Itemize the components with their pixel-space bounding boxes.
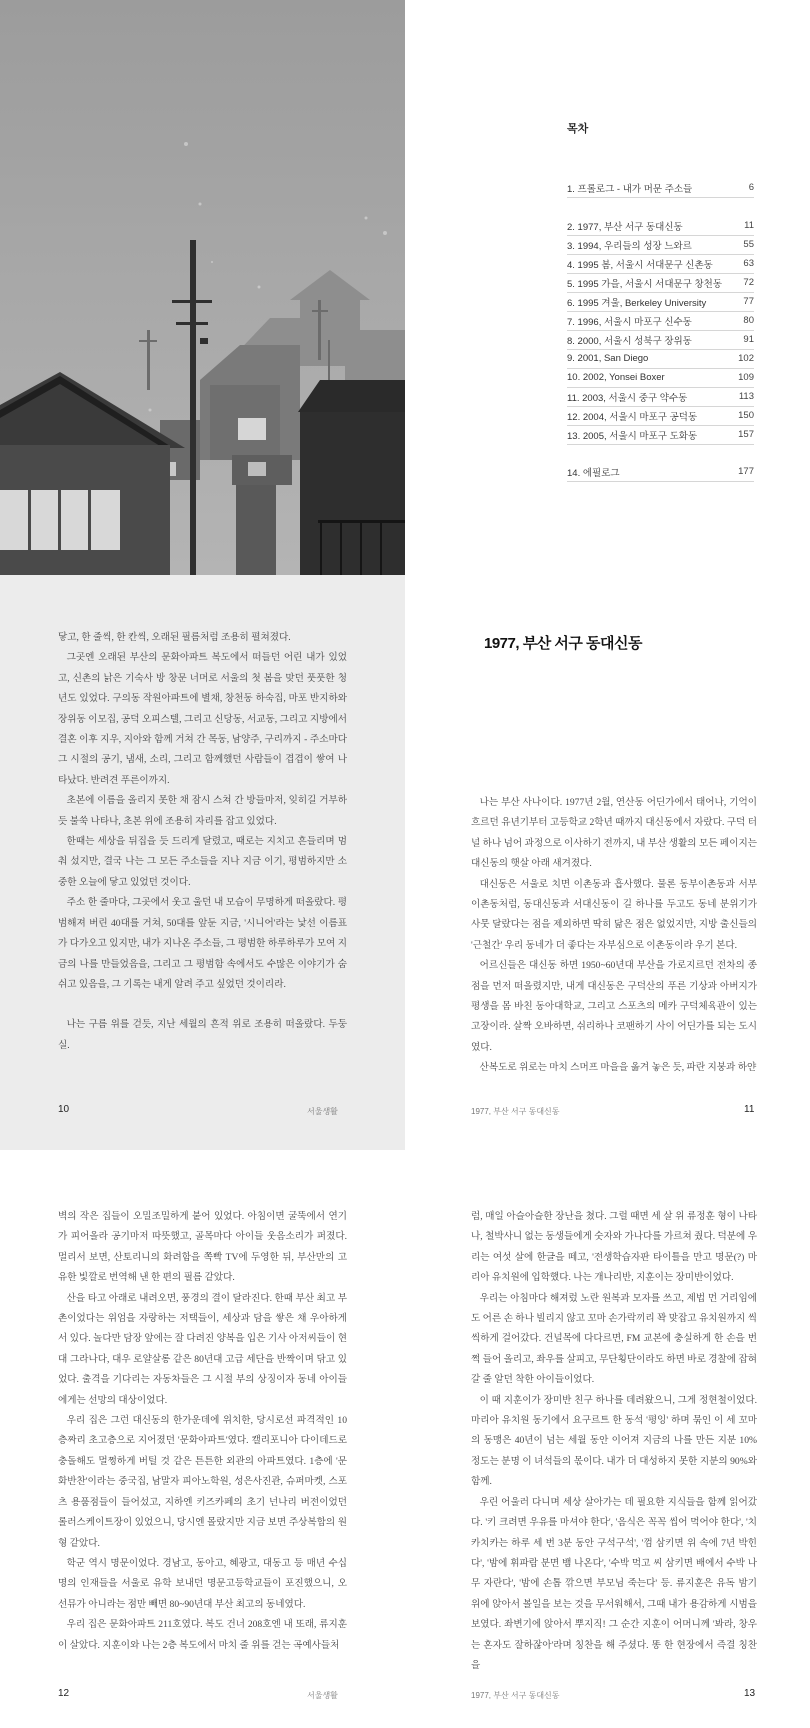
paragraph: 우린 어울러 다니며 세상 살아가는 데 필요한 지식들을 함께 읽어갔다. '키 크려면 우유를 마셔야 한다', '음식은 꼭꼭 씹어 먹어야 한다', '치카치카는 하루 세 번 3분 동안 구석구석', '껌 삼키면 위 속에 7년 박힌다', '밤에 휘파람 분면 뱀 나온다', '수박 먹고 씨 삼키면 배에서 수박 나무 자란다', '밤에 손톱 깎으면 부모님 죽는다' 등. 류지훈은 유독 밤기 위에 앉아서 볼일을 보는 것을 무서워해서, 그때 내가 용감하게 시범을 보였다. 좌변기에 앉아서 뿌지직! 그 순간 지훈이 어머니께 '봐라, 창우는 혼자도 잘하잖아'라며 칭찬을 해 주셨다. 똥 한 현장에서 즉결 칭찬을 — [471, 1496, 757, 1671]
toc-entry-page: 157 — [738, 429, 754, 440]
paragraph: 이 때 지훈이가 장미반 친구 하나를 데려왔으니, 그게 정현철이었다. 마리아 유치원 동기에서 요구르트 한 동석 '평잉' 하며 묶인 이 세 꼬마의 동맹은 40년이 넘는 세월 동안 이어져 지금의 나를 만든 지분 10% 정도는 분명 이 녀석들의 몫이다. 내가 더 대성하지 못한 지분의 90%와 함께. — [471, 1394, 757, 1488]
toc-entry-label: 12. 2004, 서울시 마포구 공덕동 — [567, 411, 698, 423]
paragraph: 산을 타고 아래로 내려오면, 풍경의 결이 달라진다. 한때 부산 최고 부촌이었다는 위엄을 자랑하는 저택들이, 세상과 담을 쌓은 채 우아하게 서 있다. 놀다만 담장 앞에는 잘 다려진 양복을 입은 기사 아저씨들이 현대 그라나다, 대우 로얄살롱 같은 80년대 고급 세단을 반짝이며 닦고 있었다. 출격을 기다리는 자동차들은 그 시절 부의 상징이자 동네 아이들에게는 선망의 대상이었다. — [58, 1292, 347, 1406]
toc-entry-label: 6. 1995 겨울, Berkeley University — [567, 297, 707, 309]
toc-title: 목차 — [567, 123, 589, 135]
paragraph: 학군 역시 명문이었다. 경남고, 동아고, 혜광고, 대동고 등 매년 수십 명의 인재들을 서울로 유학 보내던 명문고등학교들이 포진했으니, 오 선뮤가 아니라는 점만 빼면 80~90년대 부산 최고의 동네였다. — [58, 1557, 347, 1610]
toc-entry-page: 6 — [748, 182, 754, 193]
toc-entry-page: 113 — [738, 391, 754, 402]
toc-entry-page: 80 — [743, 315, 754, 326]
paragraph: 어르신들은 대신동 하면 1950~60년대 부산을 가로지르던 전차의 종점을 먼저 떠올렸지만, 내게 대신동은 구덕산의 푸른 기상과 아버지가 평생을 몸 바친 동아대학교, 그리고 스포츠의 메카 구덕체육관이 있는 고장이라. 살짝 오바하면, 쉬리하나 코팬하기 사이 어딘가를 되는 도시였다. — [471, 960, 757, 1053]
paragraph: 벽의 작은 집들이 오밀조밀하게 붙어 있었다. 아침이면 굴뚝에서 연기가 피어올라 공기마저 따뜻했고, 골목마다 아이들 웃음소리가 퍼졌다. 멀리서 보면, 산토리니의 화려함을 쪽빡 TV에 두영한 뒤, 부산만의 고유한 빛깔로 번역해 낸 한 편의 필름 같았다. — [58, 1211, 347, 1284]
paragraph: 우리 집은 문화아파트 211호였다. 복도 건너 208호엔 내 또래, 류지훈이 살았다. 지훈이와 나는 2층 복도에서 마치 줄 위를 걷는 곡예사들처 — [58, 1619, 347, 1651]
running-head-11: 1977, 부산 서구 동대신동 — [471, 1107, 560, 1116]
toc-entry-page: 109 — [738, 372, 754, 383]
toc-entry — [567, 311, 754, 331]
paragraph: 나는 부산 사나이다. 1977년 2월, 연산동 어딘가에서 태어나, 기억이 흐르던 유년기부터 고등학교 2학년 때까지 대신동에서 자랐다. 구덕 터널 하나 넘어 과정으로 이사하기 전까지, 내 부산 생활의 모든 페이지는 대신동의 햇살 아래 새겨졌다. — [471, 797, 757, 870]
town-night-illustration — [0, 0, 405, 575]
toc-entry-label: 7. 1996, 서울시 마포구 신수동 — [567, 316, 692, 328]
toc-entry — [567, 178, 754, 198]
toc-entry — [567, 330, 754, 350]
toc-entry-page: 72 — [743, 277, 754, 288]
toc-entry-label: 5. 1995 가을, 서울시 서대문구 창천동 — [567, 278, 723, 290]
toc-entry-label: 10. 2002, Yonsei Boxer — [567, 372, 665, 383]
toc-entry-label: 11. 2003, 서울시 중구 약수동 — [567, 392, 688, 404]
paragraph: 한때는 세상을 뒤집을 듯 드리게 달렸고, 때로는 지치고 흔들리며 멈춰 섰지만, 결국 나는 그 모든 주소들을 지나 지금 이기, 평범하지만 소중한 오늘에 닿고 있었던 것이다. — [58, 836, 347, 888]
toc-entry — [567, 235, 754, 255]
toc-entry-label: 4. 1995 봄, 서울시 서대문구 신촌동 — [567, 259, 713, 271]
toc-entry-page: 63 — [743, 258, 754, 269]
paragraph: 닿고, 한 줄씩, 한 칸씩, 오래된 필름처럼 조용히 펼쳐졌다. — [58, 632, 291, 643]
paragraph: 초본에 이름을 올리지 못한 채 잠시 스쳐 간 방들마저, 잊히길 거부하듯 불쑥 나타나, 초본 위에 조용히 자리를 잡고 있었다. — [58, 795, 347, 827]
toc-entry-page: 177 — [738, 466, 754, 477]
running-head-12: 서울생활 — [307, 1691, 338, 1700]
toc-entry-label: 13. 2005, 서울시 마포구 도화동 — [567, 430, 698, 442]
toc-entry — [567, 273, 754, 293]
page-number-13: 13 — [744, 1688, 756, 1699]
toc-entry — [567, 387, 754, 407]
toc-entry-page: 150 — [738, 410, 754, 421]
toc-entry-label: 2. 1977, 부산 서구 동대신동 — [567, 221, 683, 233]
paragraph: 산복도로 위로는 마치 스머프 마을을 옮겨 놓은 듯, 파란 지붕과 하얀 — [479, 1062, 757, 1074]
toc-entry-page: 11 — [744, 220, 754, 231]
toc-entry-page: 77 — [743, 296, 754, 307]
paragraph: 나는 구름 위를 걷듯, 지난 세월의 흔적 위로 조용히 떠올랐다. 두둥실. — [58, 1019, 347, 1051]
toc-entry-page: 91 — [743, 334, 754, 345]
page-number-11: 11 — [744, 1104, 755, 1115]
toc-entry-page: 102 — [738, 353, 754, 364]
toc-entry — [567, 349, 754, 369]
page-number-12: 12 — [58, 1688, 70, 1699]
page-10-body — [58, 628, 347, 1056]
paragraph: 럼, 매일 아슬아슬한 장난을 쳤다. 그럴 때면 세 살 위 류정훈 형이 나타나, 철박사니 없는 동생들에게 숫자와 가나다를 가르쳐 줬다. 덕분에 우리는 여섯 살에 한글을 떼고, '전생학습자판 타이틀을 만고 명문(?) 마리아 유치원에 입학했다. 나는 개나리반, 지훈이는 장미반이었다. — [471, 1211, 757, 1284]
paragraph: 대신동은 서울로 치면 이촌동과 흡사했다. 물론 동부이촌동과 서부이촌동처럼, 동대신동과 서대신동이 길 하나를 두고도 동네 분위기가 사뭇 달랐다는 점을 제외하면 딱히 닮은 점은 없었지만, 지방 출신들의 '근철간' 우리 동네가 더 좋다는 자부심으로 이촌동이라 우기 본다. — [471, 878, 757, 951]
running-head-13: 1977, 부산 서구 동대신동 — [471, 1691, 560, 1700]
toc-entry — [567, 292, 754, 312]
toc-entry-page: 55 — [743, 239, 754, 250]
toc-entry — [567, 368, 754, 388]
toc-entry — [567, 425, 754, 445]
paragraph: 우리 집은 그런 대신동의 한가운데에 위치한, 당시로선 파격적인 10층짜리 초고층으로 지어졌던 '문화아파트'였다. 캘리포니아 다이데드로 충돌해도 멀쩡하게 버틸 것 같은 튼튼한 외관의 아파트였다. 1층에 '문화반찬'이라는 중국집, 남말자 피아노학원, 성은사진관, 슈퍼마켓, 스포츠 용품점들이 들어섰고, 지하엔 키즈카페의 초기 넌나리 버전이었던 롤러스케이트장이 있었으니, 당시엔 몰랐지만 지금 보면 주상복합의 원형 같았다. — [58, 1415, 347, 1549]
cover-illustration — [0, 0, 405, 575]
toc-entry-label: 1. 프롤로그 - 내가 머문 주소들 — [567, 183, 693, 195]
toc-entry-label: 14. 에필로그 — [567, 467, 620, 479]
page-number-10: 10 — [58, 1104, 70, 1115]
toc-entry-label: 3. 1994, 우리들의 성장 느와르 — [567, 240, 692, 252]
page-12-body — [58, 1207, 347, 1656]
paragraph: 우리는 아침마다 해져렀 노란 원복과 모자를 쓰고, 제법 먼 거리임에도 어른 손 하나 빌리지 않고 꼬마 손가락끼리 꽉 맞잡고 유치원까지 씩씩하게 걸어갔다. 건널목에 다다르면, FM 교본에 충실하게 한 손을 번쩍 들어 올리고, 좌우를 살피고, 무단횡단이라도 하면 바로 경찰에 잡혀갈 줄 알던 착한 아이들이었다. — [471, 1292, 757, 1386]
toc-entry — [567, 254, 754, 274]
toc-entry — [567, 406, 754, 426]
toc-entry — [567, 462, 754, 482]
paragraph: 그곳엔 오래된 부산의 문화아파트 복도에서 떠들던 어린 내가 있었고, 신촌의 낡은 기숙사 방 창문 너머로 서울의 첫 봄을 맞던 풋풋한 청년도 있었다. 구의동 작원아파트에 별채, 창천동 하숙집, 마포 반지하와 장위동 이모집, 공덕 오피스텔, 그리고 신당동, 서교동, 그리고 지방에서 결혼 이후 지우, 지아와 함께 거쳐 간 목동, 남양주, 구리까지 - 주소마다 그 시절의 공기, 냄새, 소리, 그리고 함께했던 사람들이 겹겹이 쌓여 나타났다. 반려견 푸른이까지. — [58, 652, 347, 786]
paragraph: 주소 한 줄마다, 그곳에서 웃고 울던 내 모습이 무명하게 떠올랐다. 평범해져 버린 40대를 거쳐, 50대를 앞둔 지금, '시니어'라는 낯선 이름표가 다가오고 있지만, 내가 지나온 주소들, 그 평범한 하루하루가 모여 지금의 나를 만들었음을, 그리고 그 평범함 속에서도 수많은 이야기가 숨 쉬고 있음을, 그 기록는 내게 알려 주고 싶었던 것이리라. — [58, 897, 347, 990]
toc-entry-label: 9. 2001, San Diego — [567, 353, 649, 364]
toc-entry-label: 8. 2000, 서울시 성북구 장위동 — [567, 335, 692, 347]
page-11-body — [471, 793, 757, 1079]
page-13-body — [471, 1207, 757, 1676]
running-head-10: 서울생활 — [307, 1107, 338, 1116]
chapter-title: 1977, 부산 서구 동대신동 — [484, 635, 642, 652]
toc-entry — [567, 216, 754, 236]
